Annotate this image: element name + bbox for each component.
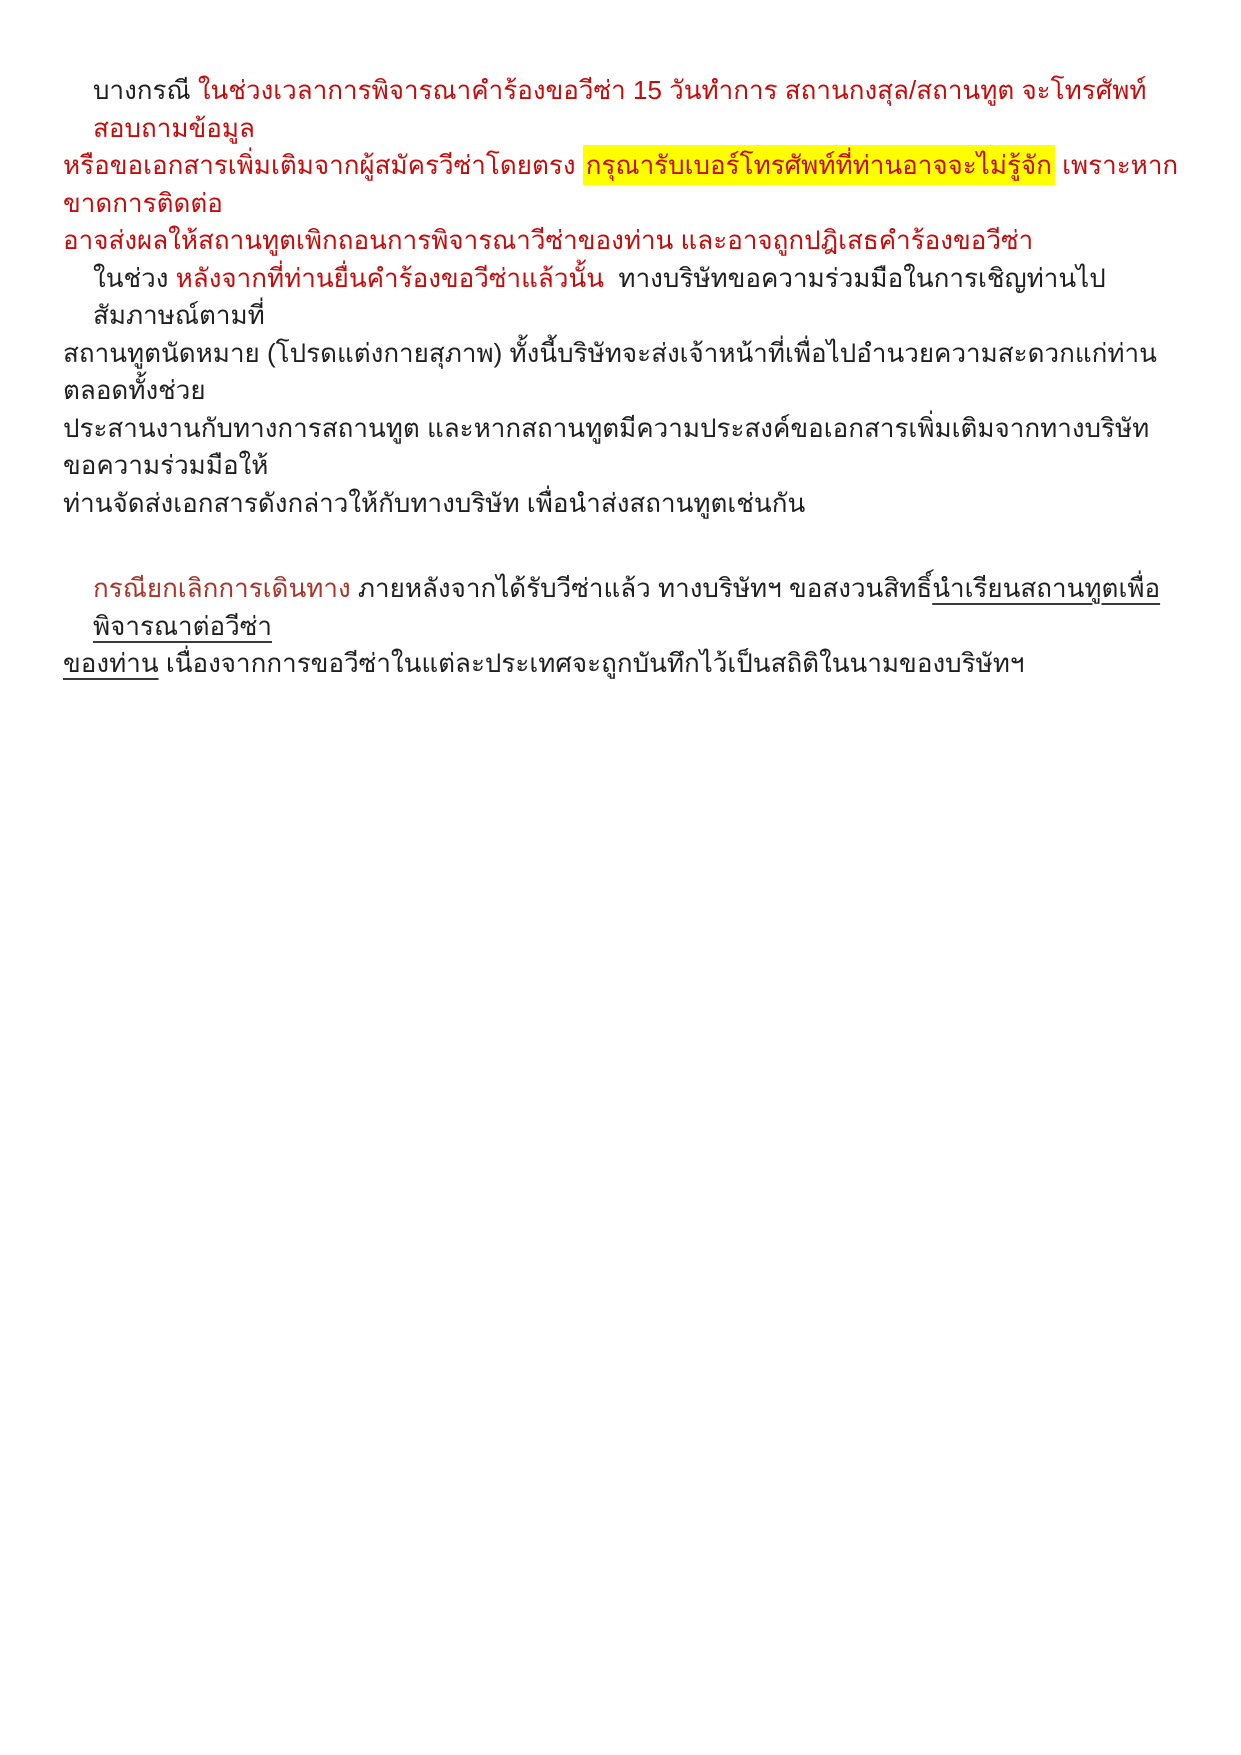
paragraph-trip-cancellation-notice bbox=[63, 570, 1181, 683]
text-segment: เพราะหากขาดการติดต่อ bbox=[63, 150, 1179, 218]
text-segment: ภายหลังจากได้รับวีซ่าแล้ว ทางบริษัทฯ ขอสงวนสิทธิ์ bbox=[350, 573, 933, 603]
text-segment: ท่านจัดส่งเอกสารดังกล่าวให้กับทางบริษัท เพื่อนำส่งสถานทูตเช่นกัน bbox=[63, 487, 806, 518]
text-line bbox=[63, 570, 1181, 645]
text-line bbox=[63, 645, 1181, 683]
text-line bbox=[63, 72, 1181, 147]
text-segment: หรือขอเอกสารเพิ่มเติมจากผู้สมัครวีซ่าโดยตรง bbox=[63, 150, 583, 180]
paragraph-visa-processing-phone-call-notice bbox=[63, 72, 1181, 260]
text-segment: ในช่วง bbox=[93, 262, 176, 293]
text-line bbox=[63, 147, 1181, 222]
text-segment: อาจส่งผลให้สถานทูตเพิกถอนการพิจารณาวีซ่าของท่าน และอาจถูกปฎิเสธคำร้องขอวีซ่า bbox=[63, 225, 1034, 255]
text-line bbox=[63, 410, 1181, 485]
text-segment: ประสานงานกับทางการสถานทูต และหากสถานทูตมีความประสงค์ขอเอกสารเพิ่มเติมจากทางบริษัท ขอความร่วมมือให้ bbox=[63, 412, 1157, 480]
text-line bbox=[63, 222, 1181, 260]
underlined-text: ของท่าน bbox=[63, 648, 159, 678]
document-body bbox=[63, 72, 1181, 683]
text-segment: หลังจากที่ท่านยื่นคำร้องขอวีซ่าแล้วนั้น bbox=[175, 262, 604, 293]
text-segment: เนื่องจากการขอวีซ่าในแต่ละประเทศจะถูกบันทึกไว้เป็นสถิติในนามของบริษัทฯ bbox=[158, 648, 1025, 678]
text-segment: ในช่วงเวลาการพิจารณาคำร้องขอวีซ่า 15 วันทำการ สถานกงสุล/สถานทูต จะโทรศัพท์สอบถามข้อมูล bbox=[93, 75, 1147, 143]
text-segment: กรณียกเลิกการเดินทาง bbox=[93, 573, 351, 603]
paragraph-embassy-interview-cooperation-notice bbox=[63, 260, 1181, 523]
text-line bbox=[63, 485, 1181, 523]
text-line bbox=[63, 335, 1181, 410]
underlined-text: นำเรียนสถานทูตเพื่อพิจารณาต่อวีซ่า bbox=[93, 573, 1161, 641]
text-line bbox=[63, 260, 1181, 335]
text-segment: สถานทูตนัดหมาย (โปรดแต่งกายสุภาพ) ทั้งนี้บริษัทจะส่งเจ้าหน้าที่เพื่อไปอำนวยความสะดวกแก่ท่าน ตลอดทั้งช่วย bbox=[63, 337, 1165, 405]
text-segment: บางกรณี bbox=[93, 75, 198, 105]
text-segment: ทางบริษัทขอความร่วมมือในการเชิญท่านไปสัมภาษณ์ตามที่ bbox=[93, 262, 1106, 330]
highlighted-text: กรุณารับเบอร์โทรศัพท์ที่ท่านอาจจะไม่รู้จัก bbox=[583, 145, 1055, 185]
